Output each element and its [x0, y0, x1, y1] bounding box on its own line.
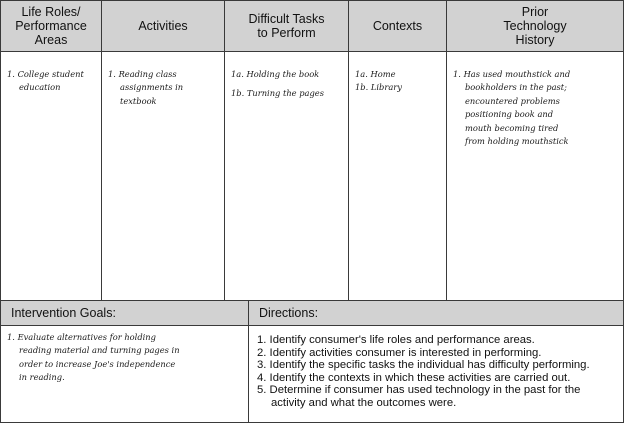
direction-item: 5. Determine if consumer has used technology in the past for the activity and what the outcomes were. [257, 384, 581, 409]
life-role-entry: 1. College student education [7, 69, 84, 93]
task-entry: 1a. Holding the book [231, 69, 320, 79]
header-prior-technology: Prior Technology History [447, 1, 623, 52]
header-difficult-tasks: Difficult Tasks to Perform [225, 1, 349, 52]
header-life-roles: Life Roles/ Performance Areas [1, 1, 102, 52]
task-entry: 1b. Turning the pages [231, 88, 324, 99]
intervention-goal-entry: 1. Evaluate alternatives for holding reading material and turning pages in order to increase Joe's independence in reading. [7, 332, 180, 383]
direction-item: 2. Identify activities consumer is interested in performing. [257, 346, 542, 359]
directions-list [257, 334, 617, 410]
directions-body [249, 326, 623, 422]
direction-item: 1. Identify consumer's life roles and performance areas. [257, 334, 535, 346]
cell-contexts [349, 52, 447, 301]
cell-activities [102, 52, 225, 301]
context-entry: 1b. Library [355, 82, 402, 93]
activity-entry: 1. Reading class assignments in textbook [108, 69, 184, 106]
header-activities: Activities [102, 1, 225, 52]
intervention-goals-header: Intervention Goals: [1, 301, 249, 326]
context-entry: 1a. Home [355, 69, 396, 79]
cell-difficult-tasks [225, 52, 349, 301]
assessment-table [1, 1, 623, 301]
prior-tech-entry: 1. Has used mouthstick and bookholders in the past; encountered problems positioning book and mouth becoming tired from holding mouthstick [453, 69, 571, 147]
directions-header: Directions: [249, 301, 623, 326]
cell-prior-technology [447, 52, 623, 301]
header-contexts: Contexts [349, 1, 447, 52]
intervention-goals-body [1, 326, 249, 422]
cell-life-roles [1, 52, 102, 301]
direction-item: 4. Identify the contexts in which these activities are carried out. [257, 371, 571, 384]
direction-item: 3. Identify the specific tasks the individual has difficulty performing. [257, 359, 590, 372]
goals-directions-section [1, 301, 623, 422]
